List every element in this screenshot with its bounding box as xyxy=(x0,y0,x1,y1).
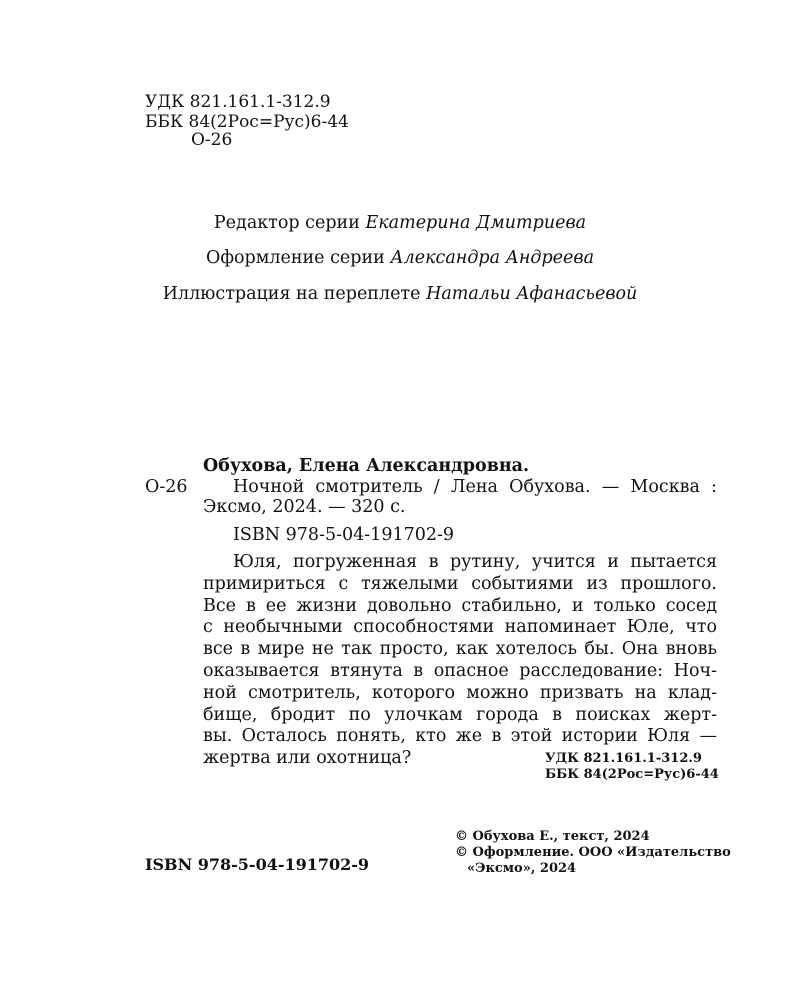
annotation-line: все в мире не так просто, как хотелось бы. Она вновь xyxy=(203,639,717,660)
bbk-code-small: ББК 84(2Рос=Рус)6-44 xyxy=(545,767,719,782)
annotation-line: бище, бродит по улочкам города в поисках жерт- xyxy=(203,704,717,725)
annotation-line: вы. Осталось понять, кто же в этой истории Юля — xyxy=(203,726,717,747)
credit-name: Александра Андреева xyxy=(390,248,595,268)
credit-role: Редактор серии xyxy=(213,213,360,233)
isbn-bottom: ISBN 978-5-04-191702-9 xyxy=(145,855,370,874)
credit-cover-illustration xyxy=(0,284,800,304)
udk-code: УДК 821.161.1-312.9 xyxy=(145,92,331,112)
credit-name: Натальи Афанасьевой xyxy=(426,284,638,304)
bibliographic-isbn: ISBN 978-5-04-191702-9 xyxy=(233,525,455,545)
udk-code-small: УДК 821.161.1-312.9 xyxy=(545,751,702,766)
credit-role: Иллюстрация на переплете xyxy=(162,284,421,304)
bibliographic-author-mark: О-26 xyxy=(145,477,188,497)
bibliographic-title-line: Ночной смотритель / Лена Обухова. — Москва : xyxy=(233,477,717,497)
credit-name: Екатерина Дмитриева xyxy=(365,213,587,233)
bibliographic-author: Обухова, Елена Александровна. xyxy=(203,456,530,476)
annotation-line: Юля, погруженная в рутину, учится и пытается xyxy=(233,552,717,572)
annotation-line: оказывается втянута в опасное расследование: Ноч- xyxy=(203,660,717,681)
annotation-line: жертва или охотница? xyxy=(203,748,412,769)
annotation-line: ной смотритель, которого можно призвать на клад- xyxy=(203,682,717,703)
credit-series-design xyxy=(0,248,800,268)
author-mark: О-26 xyxy=(191,130,233,150)
bibliographic-publisher-line: Эксмо, 2024. — 320 с. xyxy=(203,497,406,517)
copyright-design-cont: «Эксмо», 2024 xyxy=(467,861,577,876)
annotation xyxy=(203,552,717,770)
annotation-line: Все в ее жизни довольно стабильно, и только сосед xyxy=(203,595,717,616)
annotation-line: с необычными способностями напоминает Юле, что xyxy=(203,617,717,638)
annotation-line: примириться с тяжелыми событиями из прошлого. xyxy=(203,573,717,594)
bbk-code: ББК 84(2Рос=Рус)6-44 xyxy=(145,112,349,132)
credit-role: Оформление серии xyxy=(205,248,385,268)
credit-series-editor xyxy=(0,213,800,233)
copyright-design: © Оформление. ООО «Издательство xyxy=(455,845,731,860)
copyright-text: © Обухова Е., текст, 2024 xyxy=(455,829,650,844)
